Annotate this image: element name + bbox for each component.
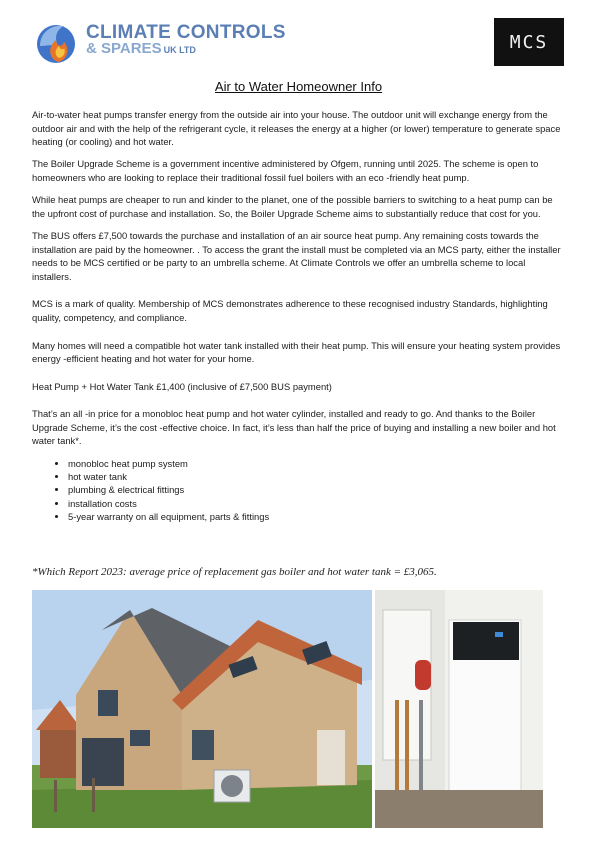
house-photo (32, 590, 372, 828)
included-list (32, 457, 567, 524)
paragraph-intro: Air-to-water heat pumps transfer energy from the outside air into your house. The outdoor unit will exchange energy from the outdoor air and with the help of the refrigerant cycle, it releases the energy at a higher (or lower) temperature to generate space heating (or cooling) and hot water. (32, 109, 561, 148)
paragraph-costs: While heat pumps are cheaper to run and kinder to the planet, one of the possible barriers to switching to a heat pump can be the upfront cost of purchase and installation. So, the Boiler Upgrade Scheme aims to substantially reduce that cost for you. (32, 194, 553, 219)
paragraph-hot-water: Many homes will need a compatible hot water tank installed with their heat pump. This will ensure your heating system provides energy -efficient heating and hot water for your home. (32, 339, 561, 365)
price-line: Heat Pump + Hot Water Tank £1,400 (inclusive of £7,500 BUS payment) (32, 380, 332, 392)
list-item: • monobloc heat pump system (68, 457, 567, 470)
list-item: • installation costs (68, 497, 567, 510)
paragraph-all-in-price: That’s an all -in price for a monobloc heat pump and hot water cylinder, installed and ready to go. And thanks to the Boiler Upgrade Scheme, it’s the cost -effective choice. In fact, it’s less than half the price of buying and installing a new boiler and hot water tank*. (32, 408, 556, 447)
paragraph-bus-scheme: The Boiler Upgrade Scheme is a government incentive administered by Ofgem, running until 2025. The scheme is open to homeowners who are looking to replace their traditional fossil fuel boilers with an eco -friendly heat pump. (32, 158, 539, 183)
mcs-logo: MCS (494, 18, 564, 66)
logo-subname: & SPARES UK LTD (86, 40, 196, 57)
paragraph-mcs: MCS is a mark of quality. Membership of MCS demonstrates adherence to these recognised industry Standards, highlighting quality, competency, and compliance. (32, 298, 548, 323)
document-body (32, 108, 567, 530)
flame-globe-icon (34, 18, 80, 66)
list-item: • 5-year warranty on all equipment, parts & fittings (68, 510, 567, 523)
logo-name: CLIMATE CONTROLS (86, 22, 286, 43)
list-item: • hot water tank (68, 470, 567, 483)
page-title: Air to Water Homeowner Info (214, 79, 383, 94)
paragraph-bus-offer: The BUS offers £7,500 towards the purchase and installation of an air source heat pump. Any remaining costs towards the installation are paid by the homeowner. . To access the grant the install must be completed via an MCS party, either the installer needs to be MCS certified or be party to an umbrella scheme. At Climate Controls we offer an umbrella scheme to local installers. (32, 229, 561, 282)
footnote: *Which Report 2023: average price of replacement gas boiler and hot water tank = £3,065. (32, 566, 437, 578)
installation-photo (375, 590, 543, 828)
company-logo (34, 18, 286, 68)
list-item: • plumbing & electrical fittings (68, 483, 567, 496)
